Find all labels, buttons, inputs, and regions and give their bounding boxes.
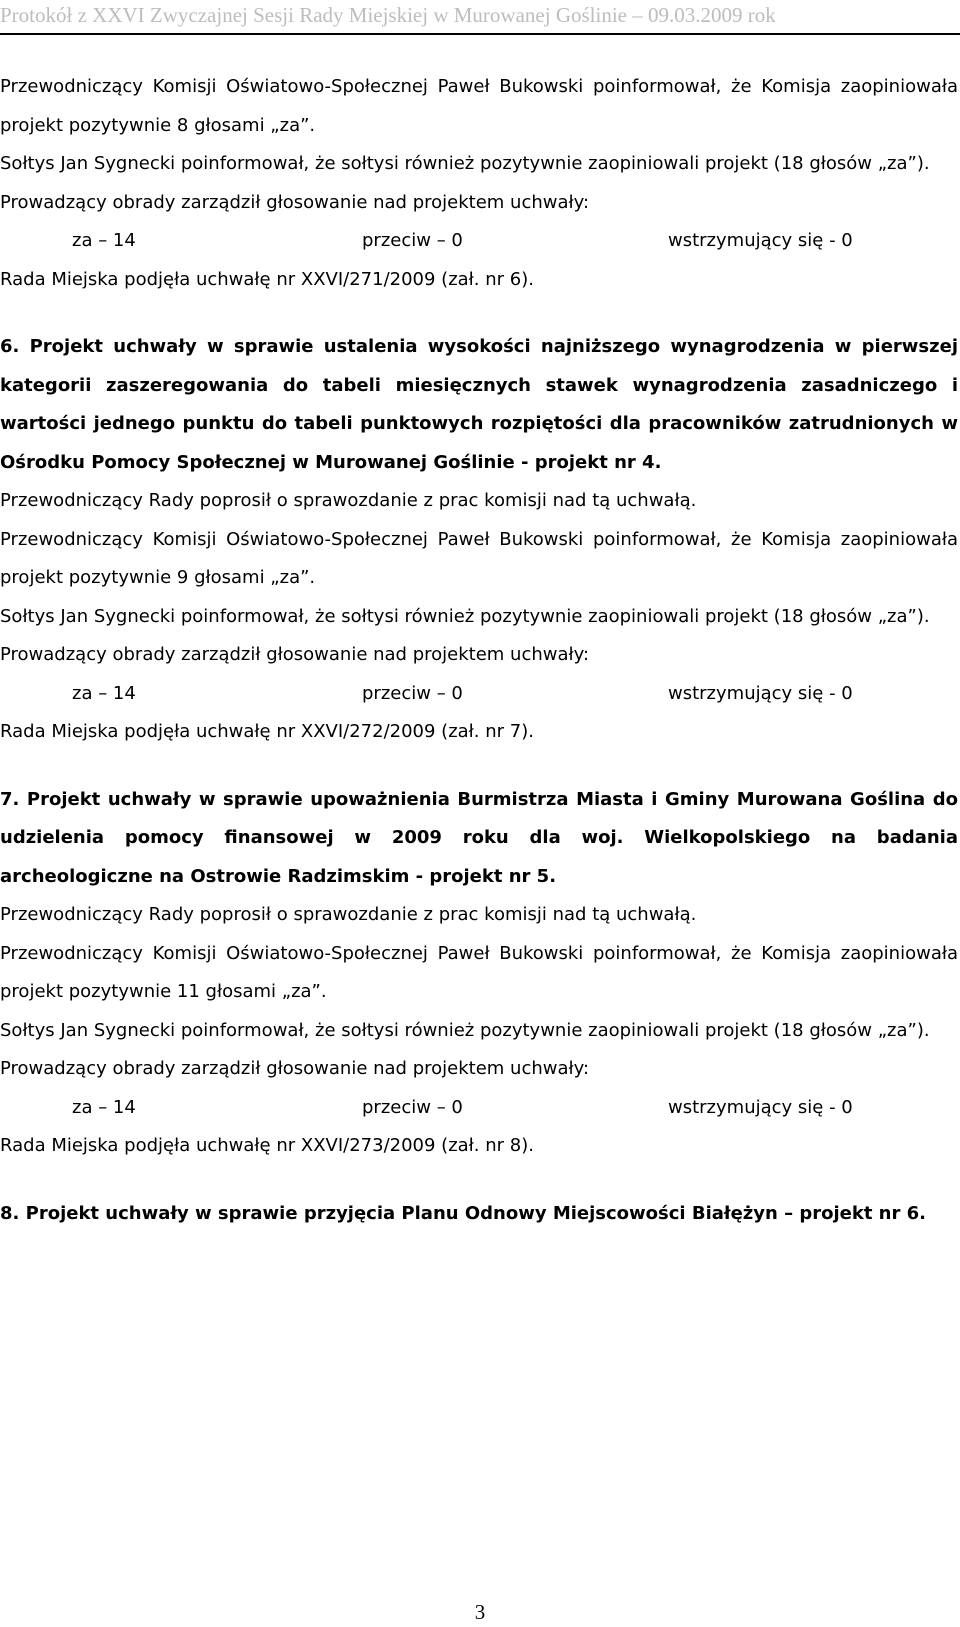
soltys-report-paragraph: Sołtys Jan Sygnecki poinformował, że sołtysi również pozytywnie zaopiniowali projekt (18 głosów „za”). xyxy=(0,153,930,174)
soltys-report-paragraph: Sołtys Jan Sygnecki poinformował, że sołtysi również pozytywnie zaopiniowali projekt (18 głosów „za”). xyxy=(0,605,930,627)
agenda-item-heading: 8. Projekt uchwały w sprawie przyjęcia Planu Odnowy Miejscowości Białężyn – projekt nr 6. xyxy=(0,1202,927,1224)
section-gap xyxy=(0,752,958,781)
section-gap xyxy=(0,1166,958,1195)
vote-for: za – 14 xyxy=(72,230,136,251)
section-gap xyxy=(0,299,958,328)
committee-report-paragraph: Przewodniczący Komisji Oświatowo-Społecznej Paweł Bukowski poinformował, że Komisja zaopiniowała projekt pozytywnie 11 głosami „za”. xyxy=(0,942,958,1002)
document-body xyxy=(0,68,958,1233)
vote-results xyxy=(0,675,958,714)
committee-report-paragraph: Przewodniczący Komisji Oświatowo-Społecznej Paweł Bukowski poinformował, że Komisja zaopiniowała projekt pozytywnie 9 głosami „za”. xyxy=(0,528,958,588)
soltys-report-paragraph: Sołtys Jan Sygnecki poinformował, że sołtysi również pozytywnie zaopiniowali projekt (18 głosów „za”). xyxy=(0,1019,930,1041)
vote-results xyxy=(0,1089,958,1128)
page-number: 3 xyxy=(474,1600,486,1624)
vote-against: przeciw – 0 xyxy=(362,230,463,251)
vote-announcement: Prowadzący obrady zarządził głosowanie nad projektem uchwały: xyxy=(0,644,590,665)
vote-against: przeciw – 0 xyxy=(362,682,463,704)
committee-report-paragraph: Przewodniczący Komisji Oświatowo-Społecznej Paweł Bukowski poinformował, że Komisja zaopiniowała projekt pozytywnie 8 głosami „za”. xyxy=(0,76,958,136)
resolution-adopted: Rada Miejska podjęła uchwałę nr XXVI/271/2009 (zał. nr 6). xyxy=(0,268,534,290)
vote-results xyxy=(0,222,958,261)
resolution-adopted: Rada Miejska podjęła uchwałę nr XXVI/273/2009 (zał. nr 8). xyxy=(0,1135,534,1156)
agenda-item-heading: 6. Projekt uchwały w sprawie ustalenia wysokości najniższego wynagrodzenia w pierwszej kategorii zaszeregowania do tabeli miesięcznych stawek wynagrodzenia zasadniczego i wartości jednego punktu do tabeli punktowych rozpiętości dla pracowników zatrudnionych w Ośrodku Pomocy Społecznej w Murowanej Goślinie - projekt nr 4. xyxy=(0,336,958,473)
vote-against: przeciw – 0 xyxy=(362,1096,463,1118)
chairman-request: Przewodniczący Rady poprosił o sprawozdanie z prac komisji nad tą uchwałą. xyxy=(0,904,697,925)
vote-abstain: wstrzymujący się - 0 xyxy=(668,682,853,704)
header-divider xyxy=(0,33,960,35)
vote-for: za – 14 xyxy=(72,1096,136,1118)
page-header-title: Protokół z XXVI Zwyczajnej Sesji Rady Miejskiej w Murowanej Goślinie – 09.03.2009 rok xyxy=(0,3,776,27)
vote-for: za – 14 xyxy=(72,682,136,704)
vote-announcement: Prowadzący obrady zarządził głosowanie nad projektem uchwały: xyxy=(0,1058,590,1079)
vote-announcement: Prowadzący obrady zarządził głosowanie nad projektem uchwały: xyxy=(0,191,590,213)
vote-abstain: wstrzymujący się - 0 xyxy=(668,1096,853,1118)
agenda-item-heading: 7. Projekt uchwały w sprawie upoważnienia Burmistrza Miasta i Gminy Murowana Goślina do udzielenia pomocy finansowej w 2009 roku dla woj. Wielkopolskiego na badania archeologiczne na Ostrowie Radzimskim - projekt nr 5. xyxy=(0,788,958,887)
resolution-adopted: Rada Miejska podjęła uchwałę nr XXVI/272/2009 (zał. nr 7). xyxy=(0,721,534,742)
vote-abstain: wstrzymujący się - 0 xyxy=(668,230,853,251)
chairman-request: Przewodniczący Rady poprosił o sprawozdanie z prac komisji nad tą uchwałą. xyxy=(0,490,697,511)
